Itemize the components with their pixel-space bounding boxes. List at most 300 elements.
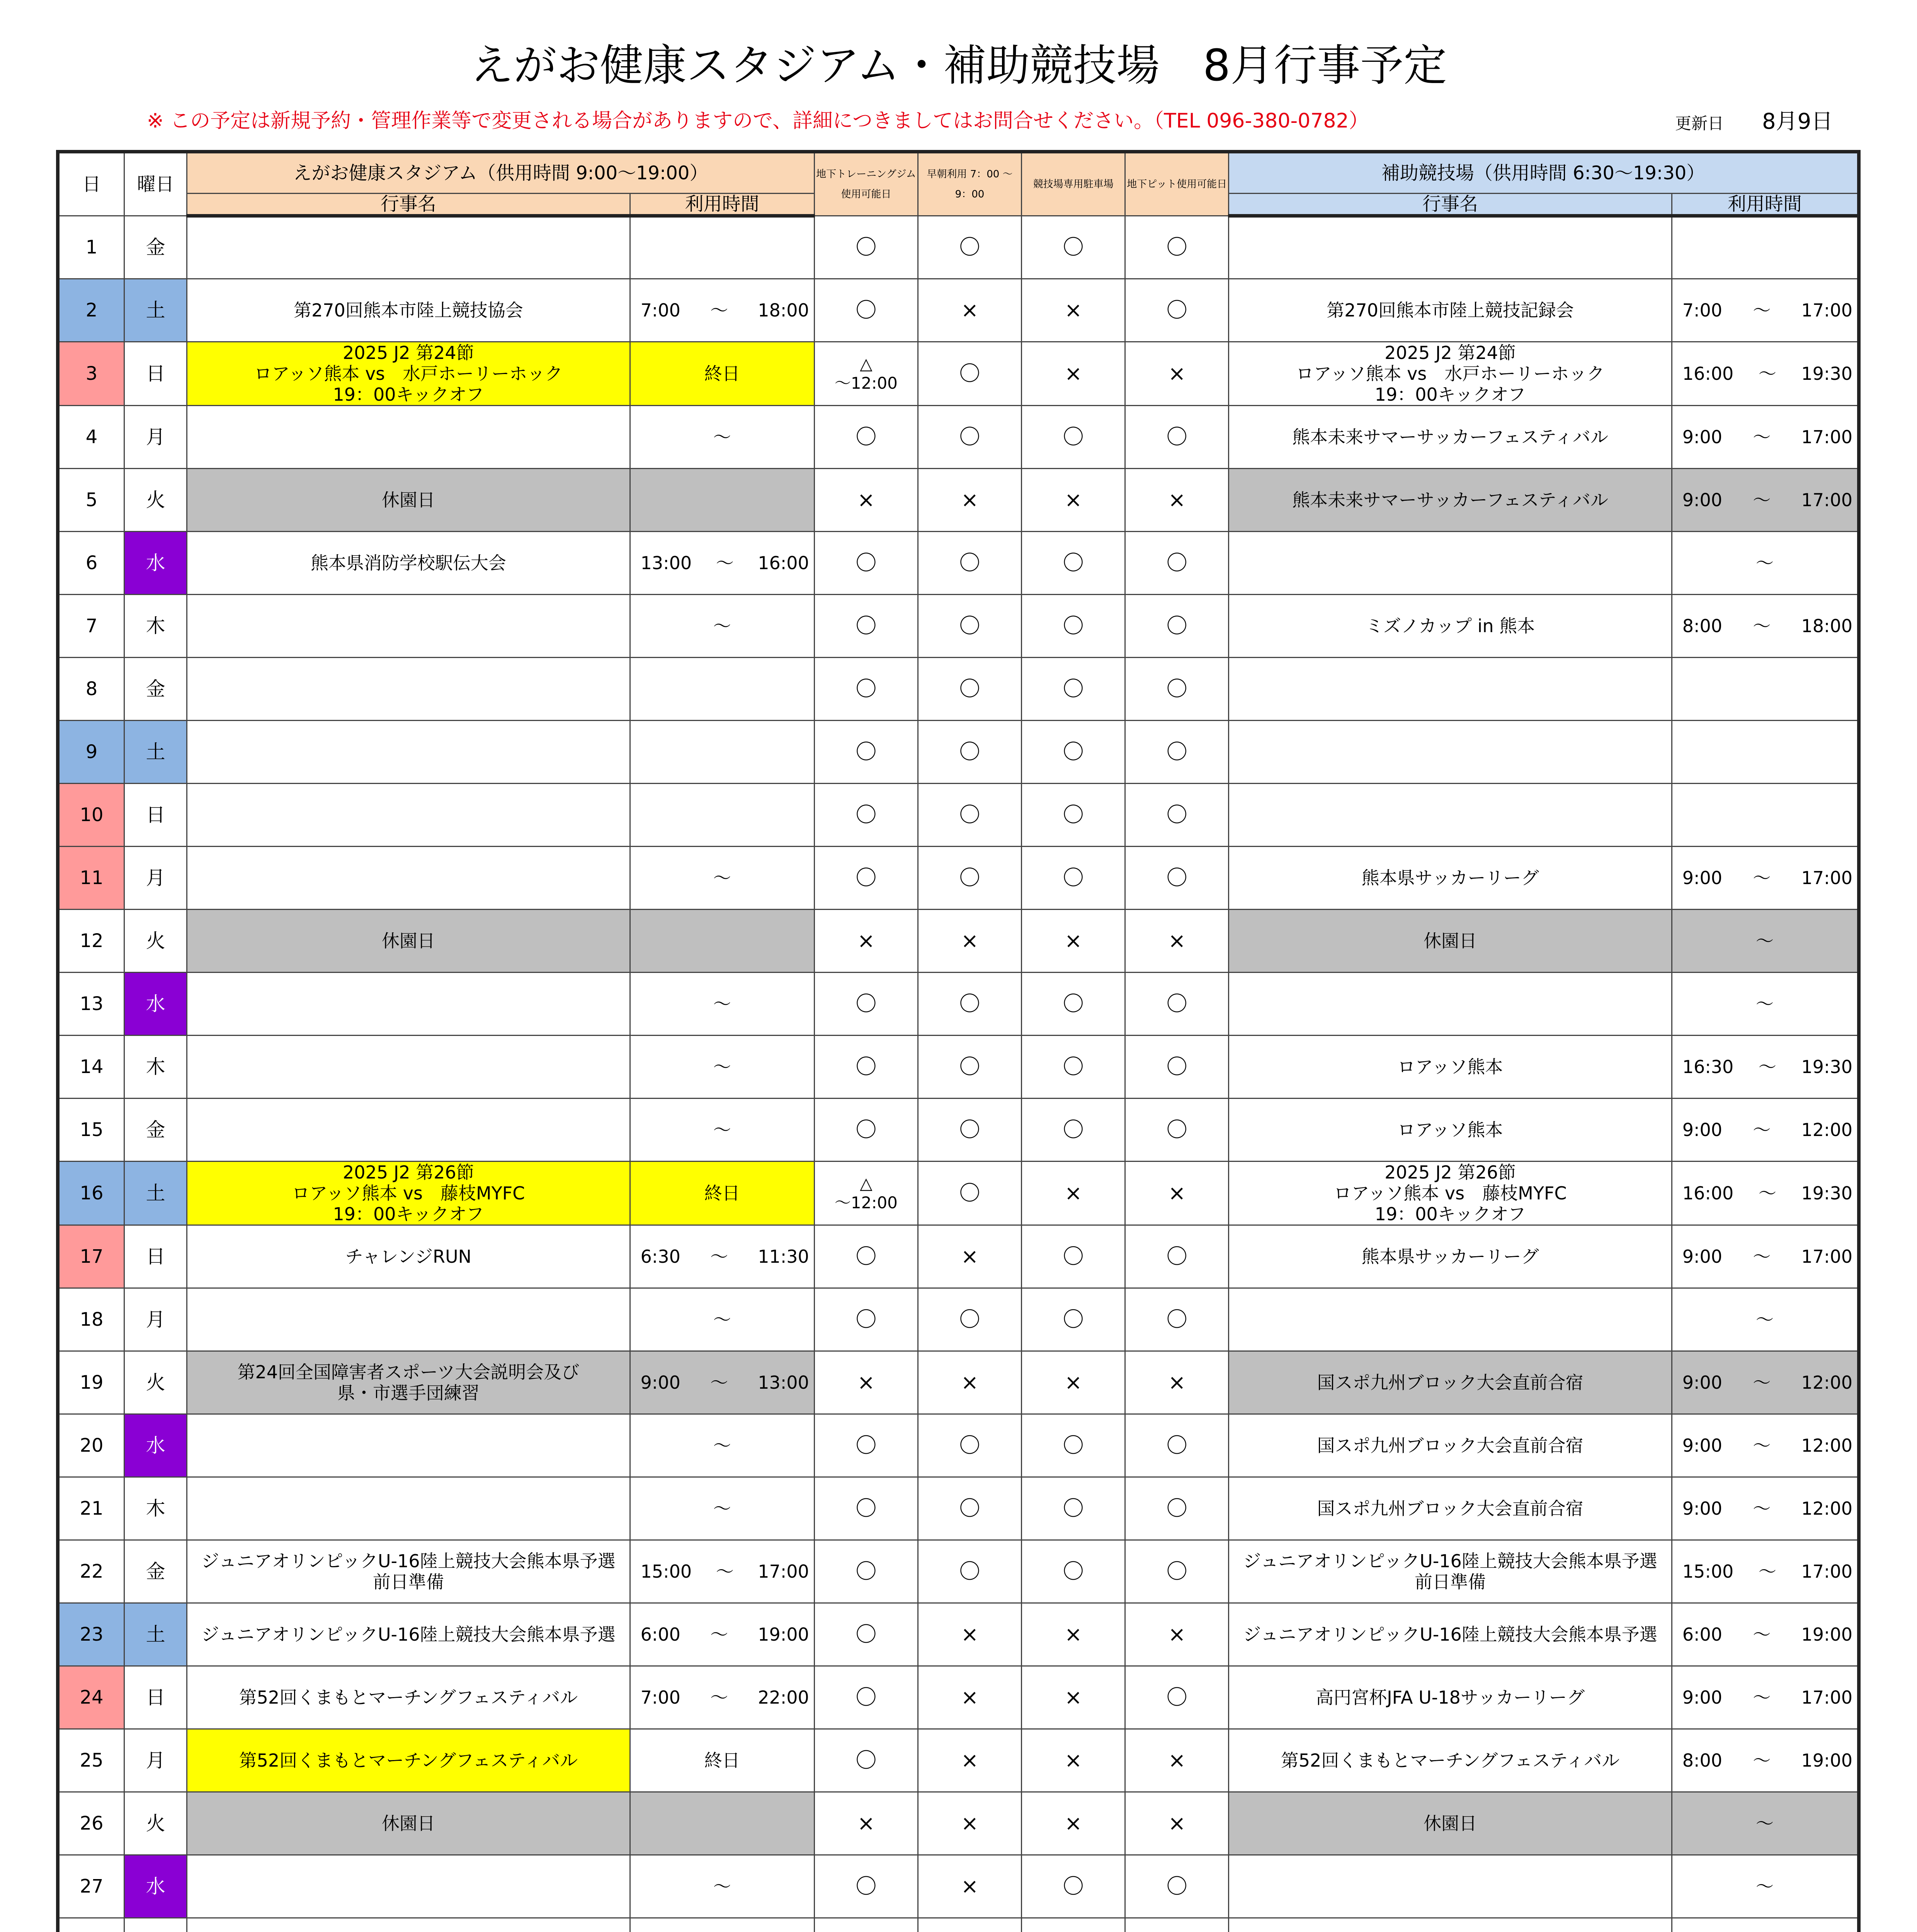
egao-time-cell: [630, 1918, 814, 1932]
dow-cell: 木: [124, 1477, 187, 1540]
aux-time-cell: [1672, 342, 1859, 406]
early-mark: ×: [918, 1225, 1021, 1288]
start-time: 9:00: [640, 1372, 680, 1393]
dow-cell: 日: [124, 1666, 187, 1729]
egao-event-cell: [187, 658, 630, 721]
day-cell: 22: [58, 1540, 124, 1603]
header-dow: 曜日: [124, 152, 187, 216]
aux-event-cell: 国スポ九州ブロック大会直前合宿: [1229, 1477, 1672, 1540]
gym-mark: 〇: [814, 1288, 918, 1351]
table-row: [58, 216, 1859, 279]
early-mark: ×: [918, 1729, 1021, 1792]
tilde: ～: [1753, 427, 1771, 447]
table-row: [58, 1477, 1859, 1540]
start-time: 6:30: [640, 1246, 680, 1267]
start-time: 16:30: [1682, 1056, 1734, 1077]
notice-text: ※ この予定は新規予約・管理作業等で変更される場合がありますので、詳細につきましてはお問合せください。（TEL 096-380-0782）: [147, 109, 1369, 133]
day-cell: 24: [58, 1666, 124, 1729]
dow-cell: 金: [124, 658, 187, 721]
aux-time-cell: [1672, 721, 1859, 784]
day-cell: 21: [58, 1477, 124, 1540]
aux-time-cell: [1672, 469, 1859, 532]
pit-mark: ×: [1125, 342, 1229, 406]
updated-label: 更新日: [1675, 114, 1724, 133]
header-gym: 地下トレーニングジム使用可能日: [814, 152, 918, 216]
egao-time-cell: [630, 279, 814, 342]
start-time: 9:00: [1682, 1435, 1723, 1456]
day-cell: 17: [58, 1225, 124, 1288]
park-mark: 〇: [1022, 973, 1125, 1036]
gym-mark: 〇: [814, 595, 918, 658]
aux-time-cell: ～: [1672, 1792, 1859, 1855]
pit-mark: 〇: [1125, 658, 1229, 721]
pit-mark: 〇: [1125, 973, 1229, 1036]
pit-mark: 〇: [1125, 1477, 1229, 1540]
aux-time-cell: [1672, 595, 1859, 658]
egao-time-cell: ～: [630, 847, 814, 910]
egao-event-cell: 第52回くまもとマーチングフェスティバル: [187, 1666, 630, 1729]
egao-event-cell: 2025 J2 第26節 ロアッソ熊本 vs 藤枝MYFC 19：00キックオフ: [187, 1162, 630, 1225]
day-cell: 19: [58, 1351, 124, 1414]
dow-cell: 月: [124, 1729, 187, 1792]
dow-cell: 金: [124, 1099, 187, 1162]
start-time: 9:00: [1682, 1119, 1723, 1140]
park-mark: 〇: [1022, 1288, 1125, 1351]
gym-mark: 〇: [814, 1666, 918, 1729]
dow-cell: 水: [124, 1414, 187, 1477]
end-time: 19:00: [1801, 1624, 1852, 1645]
end-time: 17:00: [1801, 1246, 1852, 1267]
aux-event-cell: 第52回くまもとマーチングフェスティバル: [1229, 1729, 1672, 1792]
egao-time-cell: ～: [630, 1036, 814, 1099]
table-row: [58, 1792, 1859, 1855]
park-mark: ×: [1022, 279, 1125, 342]
pit-mark: 〇: [1125, 847, 1229, 910]
egao-time-cell: ～: [630, 973, 814, 1036]
end-time: 18:00: [758, 300, 809, 321]
early-mark: 〇: [918, 847, 1021, 910]
park-mark: 〇: [1022, 1477, 1125, 1540]
aux-event-cell: [1229, 721, 1672, 784]
pit-mark: ×: [1125, 469, 1229, 532]
tilde: ～: [1758, 363, 1776, 384]
egao-time-cell: ～: [630, 1855, 814, 1918]
table-row: [58, 721, 1859, 784]
aux-time-cell: ～: [1672, 910, 1859, 973]
early-mark: 〇: [918, 658, 1021, 721]
day-cell: 8: [58, 658, 124, 721]
dow-cell: 月: [124, 1288, 187, 1351]
early-mark: 〇: [918, 216, 1021, 279]
start-time: 15:00: [640, 1561, 692, 1582]
aux-event-cell: 2025 J2 第24節 ロアッソ熊本 vs 水戸ホーリーホック 19：00キックオフ: [1229, 342, 1672, 406]
gym-mark: △ ～12:00: [814, 342, 918, 406]
aux-event-cell: [1229, 1918, 1672, 1932]
park-mark: 〇: [1022, 216, 1125, 279]
day-cell: 4: [58, 406, 124, 469]
egao-time-cell: ～: [630, 1414, 814, 1477]
pit-mark: ×: [1125, 1729, 1229, 1792]
dow-cell: 月: [124, 847, 187, 910]
egao-event-cell: [187, 406, 630, 469]
start-time: 9:00: [1682, 427, 1723, 447]
start-time: 7:00: [640, 1687, 680, 1708]
early-mark: [918, 1918, 1021, 1932]
end-time: 17:00: [1801, 1561, 1852, 1582]
end-time: 17:00: [1801, 427, 1852, 447]
egao-event-cell: 第52回くまもとマーチングフェスティバル: [187, 1729, 630, 1792]
schedule-table: [56, 150, 1861, 1932]
table-row: [58, 910, 1859, 973]
early-mark: 〇: [918, 1540, 1021, 1603]
park-mark: 〇: [1022, 532, 1125, 595]
table-row: [58, 1855, 1859, 1918]
aux-event-cell: ロアッソ熊本: [1229, 1099, 1672, 1162]
egao-time-cell: ～: [630, 1099, 814, 1162]
gym-mark: ×: [814, 910, 918, 973]
table-row: [58, 342, 1859, 406]
early-mark: ×: [918, 910, 1021, 973]
egao-event-cell: ジュニアオリンピックU-16陸上競技大会熊本県予選: [187, 1603, 630, 1666]
table-row: [58, 1414, 1859, 1477]
early-mark: ×: [918, 1666, 1021, 1729]
dow-cell: 火: [124, 910, 187, 973]
table-row: [58, 595, 1859, 658]
start-time: 9:00: [1682, 1246, 1723, 1267]
egao-event-cell: ジュニアオリンピックU-16陸上競技大会熊本県予選 前日準備: [187, 1540, 630, 1603]
gym-mark: 〇: [814, 1099, 918, 1162]
dow-cell: [124, 1918, 187, 1932]
end-time: 19:00: [758, 1624, 809, 1645]
tilde: ～: [1753, 1246, 1771, 1267]
start-time: 16:00: [1682, 1183, 1734, 1204]
dow-cell: 火: [124, 469, 187, 532]
egao-event-cell: [187, 721, 630, 784]
egao-event-cell: [187, 1036, 630, 1099]
gym-mark: 〇: [814, 1603, 918, 1666]
dow-cell: 水: [124, 973, 187, 1036]
pit-mark: 〇: [1125, 1666, 1229, 1729]
early-mark: 〇: [918, 1477, 1021, 1540]
day-cell: 14: [58, 1036, 124, 1099]
aux-event-cell: [1229, 973, 1672, 1036]
early-mark: ×: [918, 1351, 1021, 1414]
gym-mark: 〇: [814, 1414, 918, 1477]
start-time: 13:00: [640, 553, 692, 573]
pit-mark: 〇: [1125, 595, 1229, 658]
gym-mark: 〇: [814, 784, 918, 847]
aux-event-cell: ジュニアオリンピックU-16陸上競技大会熊本県予選 前日準備: [1229, 1540, 1672, 1603]
egao-time-cell: [630, 1792, 814, 1855]
updated-date: 8月9日: [1762, 109, 1833, 134]
pit-mark: 〇: [1125, 1036, 1229, 1099]
park-mark: 〇: [1022, 1099, 1125, 1162]
header-egao-stadium: えがお健康スタジアム（供用時間 9:00～19:00）: [187, 152, 815, 194]
aux-event-cell: 高円宮杯JFA U-18サッカーリーグ: [1229, 1666, 1672, 1729]
table-row: [58, 1288, 1859, 1351]
start-time: 9:00: [1682, 1372, 1723, 1393]
day-cell: 25: [58, 1729, 124, 1792]
end-time: 12:00: [1801, 1498, 1852, 1519]
egao-time-cell: [630, 658, 814, 721]
day-cell: 10: [58, 784, 124, 847]
park-mark: ×: [1022, 1603, 1125, 1666]
header-day: 日: [58, 152, 124, 216]
dow-cell: 土: [124, 721, 187, 784]
early-mark: 〇: [918, 532, 1021, 595]
header-pit: 地下ピット使用可能日: [1125, 152, 1229, 216]
pit-mark: 〇: [1125, 406, 1229, 469]
table-row: [58, 406, 1859, 469]
start-time: 7:00: [1682, 300, 1723, 321]
table-row: [58, 469, 1859, 532]
park-mark: ×: [1022, 469, 1125, 532]
header-parking: 競技場専用駐車場: [1022, 152, 1125, 216]
aux-event-cell: [1229, 532, 1672, 595]
early-mark: ×: [918, 469, 1021, 532]
aux-event-cell: [1229, 784, 1672, 847]
end-time: 12:00: [1801, 1119, 1852, 1140]
gym-mark: △ ～12:00: [814, 1162, 918, 1225]
aux-event-cell: ミズノカップ in 熊本: [1229, 595, 1672, 658]
start-time: 7:00: [640, 300, 680, 321]
park-mark: 〇: [1022, 658, 1125, 721]
dow-cell: 火: [124, 1351, 187, 1414]
end-time: 17:00: [1801, 300, 1852, 321]
tilde: ～: [1753, 616, 1771, 636]
early-mark: ×: [918, 1792, 1021, 1855]
day-cell: 11: [58, 847, 124, 910]
gym-mark: 〇: [814, 406, 918, 469]
aux-event-cell: 休園日: [1229, 1792, 1672, 1855]
egao-time-cell: [630, 784, 814, 847]
gym-mark: [814, 1918, 918, 1932]
aux-time-cell: [1672, 1603, 1859, 1666]
pit-mark: 〇: [1125, 532, 1229, 595]
aux-time-cell: [1672, 1162, 1859, 1225]
end-time: 17:00: [1801, 867, 1852, 888]
egao-event-cell: [187, 1099, 630, 1162]
tilde: ～: [1753, 867, 1771, 888]
aux-event-cell: 熊本未来サマーサッカーフェスティバル: [1229, 469, 1672, 532]
start-time: 8:00: [1682, 616, 1723, 636]
egao-time-cell: [630, 1603, 814, 1666]
end-time: 19:00: [1801, 1750, 1852, 1771]
aux-event-cell: [1229, 1288, 1672, 1351]
dow-cell: 土: [124, 279, 187, 342]
egao-event-cell: 第270回熊本市陸上競技協会: [187, 279, 630, 342]
pit-mark: ×: [1125, 1162, 1229, 1225]
aux-time-cell: [1672, 1414, 1859, 1477]
tilde: ～: [1753, 490, 1771, 510]
early-mark: ×: [918, 1603, 1021, 1666]
start-time: 9:00: [1682, 1498, 1723, 1519]
table-row: [58, 973, 1859, 1036]
day-cell: 5: [58, 469, 124, 532]
aux-event-cell: 国スポ九州ブロック大会直前合宿: [1229, 1351, 1672, 1414]
day-cell: 15: [58, 1099, 124, 1162]
egao-event-cell: [187, 1288, 630, 1351]
tilde: ～: [1753, 1687, 1771, 1708]
park-mark: 〇: [1022, 1225, 1125, 1288]
park-mark: [1022, 1918, 1125, 1932]
egao-event-cell: 休園日: [187, 469, 630, 532]
aux-event-cell: 熊本県サッカーリーグ: [1229, 847, 1672, 910]
end-time: 17:00: [758, 1561, 809, 1582]
dow-cell: 木: [124, 595, 187, 658]
aux-event-cell: ロアッソ熊本: [1229, 1036, 1672, 1099]
day-cell: 16: [58, 1162, 124, 1225]
park-mark: ×: [1022, 1666, 1125, 1729]
early-mark: 〇: [918, 1288, 1021, 1351]
park-mark: 〇: [1022, 721, 1125, 784]
pit-mark: [1125, 1918, 1229, 1932]
day-cell: 1: [58, 216, 124, 279]
tilde: ～: [1753, 1624, 1771, 1645]
aux-time-cell: [1672, 1099, 1859, 1162]
start-time: 8:00: [1682, 1750, 1723, 1771]
day-cell: 3: [58, 342, 124, 406]
day-cell: 9: [58, 721, 124, 784]
early-mark: 〇: [918, 595, 1021, 658]
aux-event-cell: 国スポ九州ブロック大会直前合宿: [1229, 1414, 1672, 1477]
end-time: 18:00: [1801, 616, 1852, 636]
start-time: 6:00: [640, 1624, 680, 1645]
gym-mark: 〇: [814, 279, 918, 342]
table-row: [58, 1225, 1859, 1288]
park-mark: ×: [1022, 1729, 1125, 1792]
end-time: 22:00: [758, 1687, 809, 1708]
table-row: [58, 532, 1859, 595]
park-mark: 〇: [1022, 406, 1125, 469]
header-egao-event: 行事名: [187, 194, 630, 216]
egao-event-cell: 休園日: [187, 910, 630, 973]
end-time: 19:30: [1801, 1056, 1852, 1077]
park-mark: ×: [1022, 910, 1125, 973]
pit-mark: ×: [1125, 1603, 1229, 1666]
tilde: ～: [1753, 1498, 1771, 1519]
early-mark: 〇: [918, 1162, 1021, 1225]
table-row: [58, 1540, 1859, 1603]
egao-time-cell: ～: [630, 406, 814, 469]
end-time: 19:30: [1801, 363, 1852, 384]
egao-time-cell: [630, 1351, 814, 1414]
dow-cell: 土: [124, 1162, 187, 1225]
page-title: えがお健康スタジアム・補助競技場 8月行事予定: [470, 41, 1447, 91]
day-cell: 27: [58, 1855, 124, 1918]
aux-time-cell: ～: [1672, 1288, 1859, 1351]
end-time: 19:30: [1801, 1183, 1852, 1204]
tilde: ～: [1758, 1183, 1776, 1204]
pit-mark: 〇: [1125, 784, 1229, 847]
park-mark: ×: [1022, 1792, 1125, 1855]
table-row: [58, 1729, 1859, 1792]
header-aux-time: 利用時間: [1672, 194, 1859, 216]
park-mark: 〇: [1022, 847, 1125, 910]
tilde: ～: [716, 553, 734, 573]
dow-cell: 水: [124, 1855, 187, 1918]
aux-time-cell: ～: [1672, 1855, 1859, 1918]
egao-event-cell: [187, 847, 630, 910]
aux-event-cell: 2025 J2 第26節 ロアッソ熊本 vs 藤枝MYFC 19：00キックオフ: [1229, 1162, 1672, 1225]
pit-mark: 〇: [1125, 1099, 1229, 1162]
egao-event-cell: 熊本県消防学校駅伝大会: [187, 532, 630, 595]
tilde: ～: [1758, 1056, 1776, 1077]
pit-mark: 〇: [1125, 1855, 1229, 1918]
dow-cell: 日: [124, 784, 187, 847]
egao-time-cell: ～: [630, 1288, 814, 1351]
egao-event-cell: 2025 J2 第24節 ロアッソ熊本 vs 水戸ホーリーホック 19：00キックオフ: [187, 342, 630, 406]
egao-event-cell: [187, 216, 630, 279]
table-row: [58, 1351, 1859, 1414]
table-row: [58, 1162, 1859, 1225]
egao-time-cell: 終日: [630, 1729, 814, 1792]
aux-time-cell: [1672, 1036, 1859, 1099]
aux-time-cell: [1672, 847, 1859, 910]
tilde: ～: [1753, 300, 1771, 321]
day-cell: 6: [58, 532, 124, 595]
gym-mark: 〇: [814, 1855, 918, 1918]
pit-mark: ×: [1125, 1351, 1229, 1414]
egao-time-cell: [630, 1225, 814, 1288]
gym-mark: 〇: [814, 847, 918, 910]
start-time: 6:00: [1682, 1624, 1723, 1645]
table-row: [58, 658, 1859, 721]
start-time: 9:00: [1682, 490, 1723, 510]
dow-cell: 日: [124, 342, 187, 406]
aux-event-cell: 第270回熊本市陸上競技記録会: [1229, 279, 1672, 342]
egao-time-cell: [630, 1540, 814, 1603]
park-mark: 〇: [1022, 1855, 1125, 1918]
day-cell: 7: [58, 595, 124, 658]
day-cell: 18: [58, 1288, 124, 1351]
aux-time-cell: [1672, 216, 1859, 279]
pit-mark: 〇: [1125, 1414, 1229, 1477]
early-mark: ×: [918, 279, 1021, 342]
tilde: ～: [710, 1246, 728, 1267]
table-row: [58, 847, 1859, 910]
aux-time-cell: [1672, 784, 1859, 847]
early-mark: 〇: [918, 342, 1021, 406]
gym-mark: 〇: [814, 1540, 918, 1603]
pit-mark: 〇: [1125, 1540, 1229, 1603]
day-cell: 26: [58, 1792, 124, 1855]
start-time: 15:00: [1682, 1561, 1734, 1582]
egao-time-cell: [630, 469, 814, 532]
gym-mark: 〇: [814, 658, 918, 721]
tilde: ～: [1753, 1750, 1771, 1771]
dow-cell: 土: [124, 1603, 187, 1666]
egao-time-cell: [630, 721, 814, 784]
aux-event-cell: [1229, 1855, 1672, 1918]
dow-cell: 木: [124, 1036, 187, 1099]
egao-time-cell: ～: [630, 595, 814, 658]
start-time: 9:00: [1682, 1687, 1723, 1708]
early-mark: 〇: [918, 973, 1021, 1036]
tilde: ～: [1753, 1435, 1771, 1456]
egao-event-cell: [187, 1855, 630, 1918]
aux-event-cell: 熊本県サッカーリーグ: [1229, 1225, 1672, 1288]
early-mark: 〇: [918, 784, 1021, 847]
egao-time-cell: 終日: [630, 1162, 814, 1225]
day-cell: 23: [58, 1603, 124, 1666]
table-row: [58, 1918, 1859, 1932]
dow-cell: 金: [124, 216, 187, 279]
egao-time-cell: [630, 532, 814, 595]
dow-cell: 金: [124, 1540, 187, 1603]
tilde: ～: [710, 1624, 728, 1645]
egao-event-cell: 第24回全国障害者スポーツ大会説明会及び 県・市選手団練習: [187, 1351, 630, 1414]
